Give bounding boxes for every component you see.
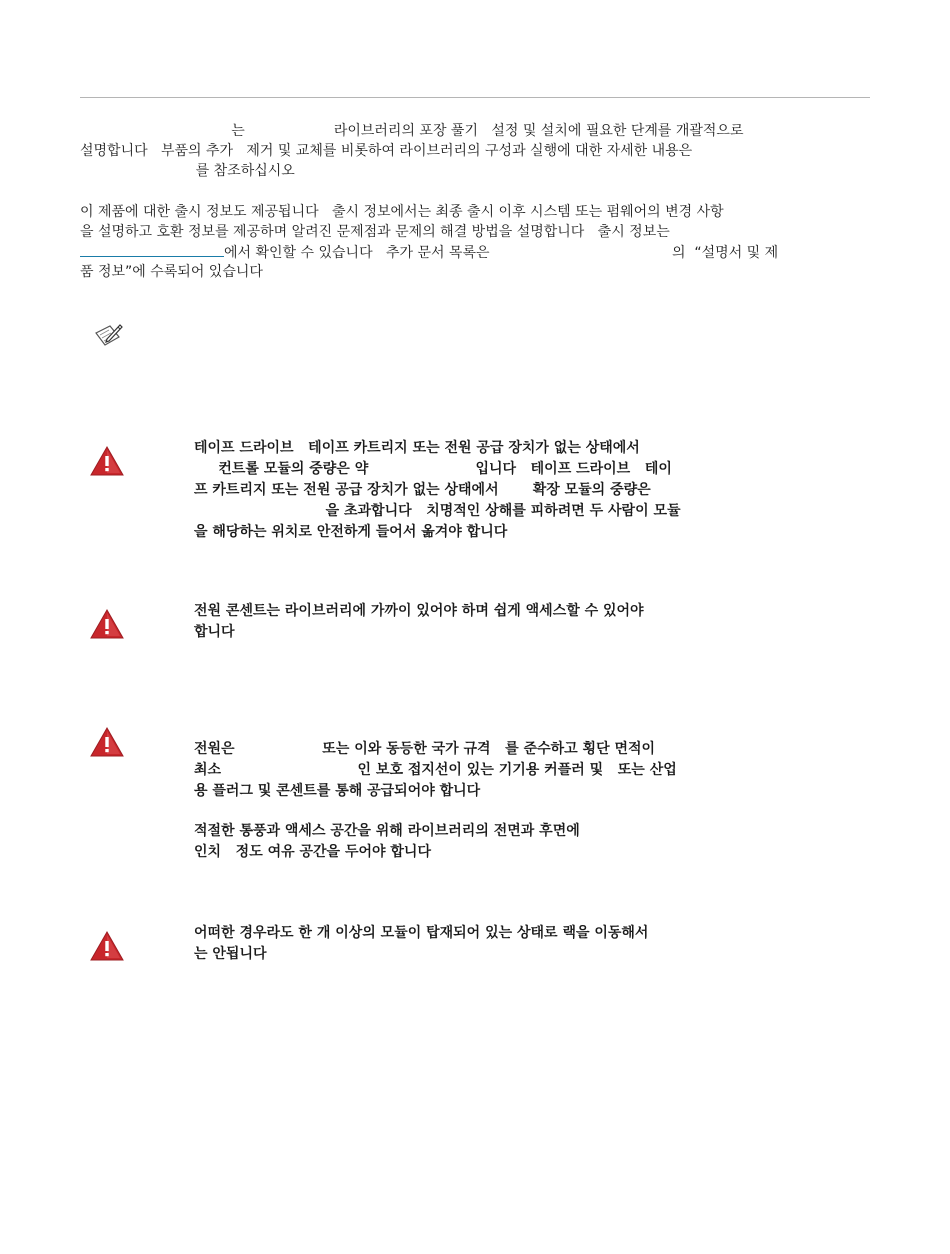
warning-4-text (194, 923, 764, 965)
text-line: 전원은 또는 이와 동등한 국가 규격 를 준수하고 횡단 면적이 (194, 741, 656, 757)
text-line: 최소 인 보호 접지선이 있는 기기용 커플러 및 또는 산업 (194, 762, 677, 778)
warning-triangle-icon (89, 608, 125, 640)
warning-3-text (194, 739, 764, 863)
header-rule (80, 97, 870, 98)
warning-triangle-icon (89, 726, 125, 758)
text-line-with-link (80, 242, 870, 262)
text-segment: 에서 확인할 수 있습니다 추가 문서 목록은 의 “설명서 및 제 (224, 245, 779, 261)
text-line: 을 초과합니다 치명적인 상해를 피하려면 두 사람이 모듈 (194, 503, 681, 519)
text-line: 적절한 통풍과 액세스 공간을 위해 라이브러리의 전면과 후면에 (194, 823, 580, 839)
release-notes-link[interactable] (80, 242, 224, 257)
warning-triangle-icon (89, 930, 125, 962)
text-line: 인치 정도 여유 공간을 두어야 합니다 (194, 844, 431, 860)
text-line: 합니다 (194, 624, 235, 640)
text-line: 를 참조하십시오 (80, 163, 295, 179)
text-line: 테이프 드라이브 테이프 카트리지 또는 전원 공급 장치가 없는 상태에서 (194, 440, 640, 456)
text-line: 설명합니다 부품의 추가 제거 및 교체를 비롯하여 라이브러리의 구성과 실행에 대한 자세한 내용은 (80, 143, 693, 159)
text-line: 용 플러그 및 콘센트를 통해 공급되어야 합니다 (194, 783, 481, 799)
text-line: 어떠한 경우라도 한 개 이상의 모듈이 탑재되어 있는 상태로 랙을 이동해서 (194, 925, 649, 941)
text-line: 전원 콘센트는 라이브러리에 가까이 있어야 하며 쉽게 액세스할 수 있어야 (194, 603, 644, 619)
text-line: 는 라이브러리의 포장 풀기 설정 및 설치에 필요한 단계를 개괄적으로 (80, 123, 744, 139)
note-pencil-icon (93, 322, 123, 348)
intro-paragraph-1 (80, 121, 870, 181)
text-line: 컨트롤 모듈의 중량은 약 입니다 테이프 드라이브 테이 (194, 461, 672, 477)
text-line: 을 설명하고 호환 정보를 제공하며 알려진 문제점과 문제의 해결 방법을 설명합니다 출시 정보는 (80, 224, 670, 240)
warning-triangle-icon (89, 445, 125, 477)
text-line: 품 정보”에 수록되어 있습니다 (80, 264, 263, 280)
paragraph-gap (194, 802, 764, 821)
text-line: 프 카트리지 또는 전원 공급 장치가 없는 상태에서 확장 모듈의 중량은 (194, 482, 651, 498)
text-line: 을 해당하는 위치로 안전하게 들어서 옮겨야 합니다 (194, 524, 508, 540)
warning-1-text (194, 438, 764, 543)
intro-paragraph-2 (80, 202, 870, 282)
warning-2-text (194, 601, 764, 643)
text-line: 는 안됩니다 (194, 946, 267, 962)
text-line: 이 제품에 대한 출시 정보도 제공됩니다 출시 정보에서는 최종 출시 이후 시스템 또는 펌웨어의 변경 사항 (80, 204, 724, 220)
